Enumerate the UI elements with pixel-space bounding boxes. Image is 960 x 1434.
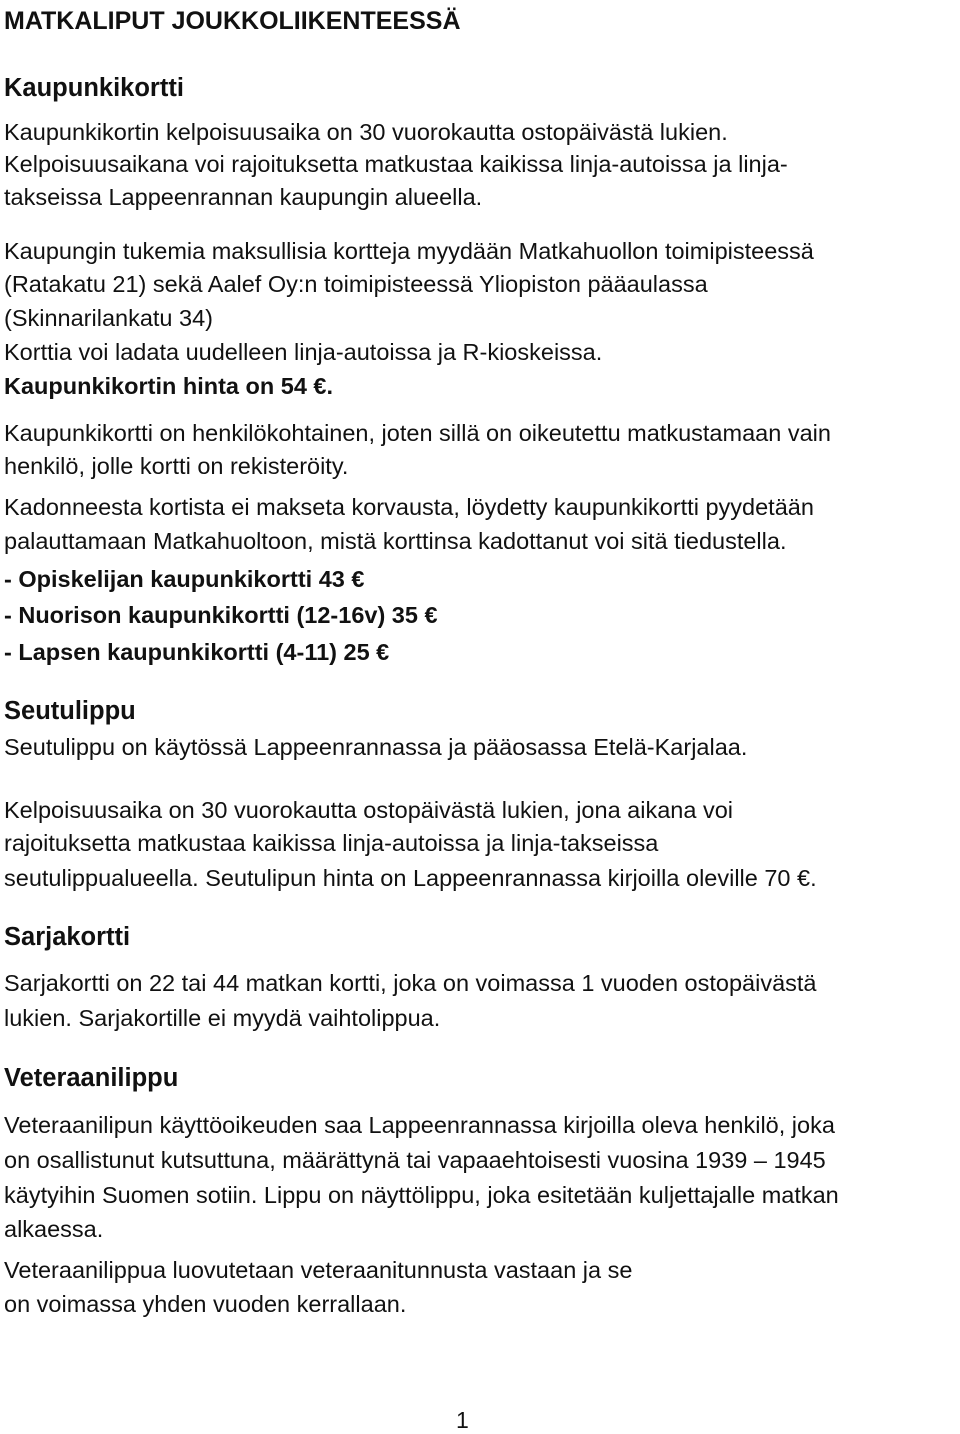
paragraph-line: seutulippualueella. Seutulipun hinta on Lappeenrannassa kirjoilla oleville 70 €. bbox=[4, 865, 817, 891]
paragraph-line: (Skinnarilankatu 34) bbox=[4, 305, 213, 331]
paragraph-line: palauttamaan Matkahuoltoon, mistä korttinsa kadottanut voi sitä tiedustella. bbox=[4, 528, 787, 554]
price-line: Kaupunkikortin hinta on 54 €. bbox=[4, 373, 334, 399]
paragraph-line: on osallistunut kutsuttuna, määrättynä tai vapaaehtoisesti vuosina 1939 – 1945 bbox=[4, 1147, 826, 1173]
paragraph-line: Kaupunkikortti on henkilökohtainen, joten sillä on oikeutettu matkustamaan vain bbox=[4, 420, 831, 446]
paragraph-line: lukien. Sarjakortille ei myydä vaihtolippua. bbox=[4, 1005, 441, 1031]
paragraph-line: Kaupungin tukemia maksullisia kortteja myydään Matkahuollon toimipisteessä bbox=[4, 238, 814, 264]
paragraph-line: Veteraanilipun käyttöoikeuden saa Lappeenrannassa kirjoilla oleva henkilö, joka bbox=[4, 1112, 835, 1138]
document-title: MATKALIPUT JOUKKOLIIKENTEESSÄ bbox=[4, 7, 461, 35]
section-heading-seutulippu: Seutulippu bbox=[4, 697, 136, 725]
paragraph-line: käytyihin Suomen sotiin. Lippu on näyttölippu, joka esitetään kuljettajalle matkan bbox=[4, 1182, 839, 1208]
price-list-item: - Opiskelijan kaupunkikortti 43 € bbox=[4, 566, 365, 592]
paragraph-line: Kelpoisuusaika on 30 vuorokautta ostopäivästä lukien, jona aikana voi bbox=[4, 797, 733, 823]
paragraph-line: Sarjakortti on 22 tai 44 matkan kortti, joka on voimassa 1 vuoden ostopäivästä bbox=[4, 970, 817, 996]
page-number: 1 bbox=[456, 1407, 469, 1433]
section-heading-kaupunkikortti: Kaupunkikortti bbox=[4, 74, 184, 102]
paragraph-line: on voimassa yhden vuoden kerrallaan. bbox=[4, 1291, 407, 1317]
paragraph-line: Seutulippu on käytössä Lappeenrannassa ja pääosassa Etelä-Karjalaa. bbox=[4, 734, 748, 760]
section-heading-veteraanilippu: Veteraanilippu bbox=[4, 1064, 179, 1092]
paragraph-line: Kelpoisuusaikana voi rajoituksetta matkustaa kaikissa linja-autoissa ja linja- bbox=[4, 151, 788, 177]
paragraph-line: Kaupunkikortin kelpoisuusaika on 30 vuorokautta ostopäivästä lukien. bbox=[4, 119, 728, 145]
price-list-item: - Nuorison kaupunkikortti (12-16v) 35 € bbox=[4, 602, 438, 628]
paragraph-line: Korttia voi ladata uudelleen linja-autoissa ja R-kioskeissa. bbox=[4, 339, 603, 365]
paragraph-line: rajoituksetta matkustaa kaikissa linja-autoissa ja linja-takseissa bbox=[4, 830, 659, 856]
section-heading-sarjakortti: Sarjakortti bbox=[4, 923, 131, 951]
paragraph-line: takseissa Lappeenrannan kaupungin alueella. bbox=[4, 184, 483, 210]
price-list-item: - Lapsen kaupunkikortti (4-11) 25 € bbox=[4, 639, 390, 665]
paragraph-line: Veteraanilippua luovutetaan veteraanitunnusta vastaan ja se bbox=[4, 1257, 633, 1283]
paragraph-line: Kadonneesta kortista ei makseta korvausta, löydetty kaupunkikortti pyydetään bbox=[4, 494, 814, 520]
paragraph-line: henkilö, jolle kortti on rekisteröity. bbox=[4, 453, 349, 479]
paragraph-line: alkaessa. bbox=[4, 1216, 104, 1242]
paragraph-line: (Ratakatu 21) sekä Aalef Oy:n toimipisteessä Yliopiston pääaulassa bbox=[4, 271, 708, 297]
